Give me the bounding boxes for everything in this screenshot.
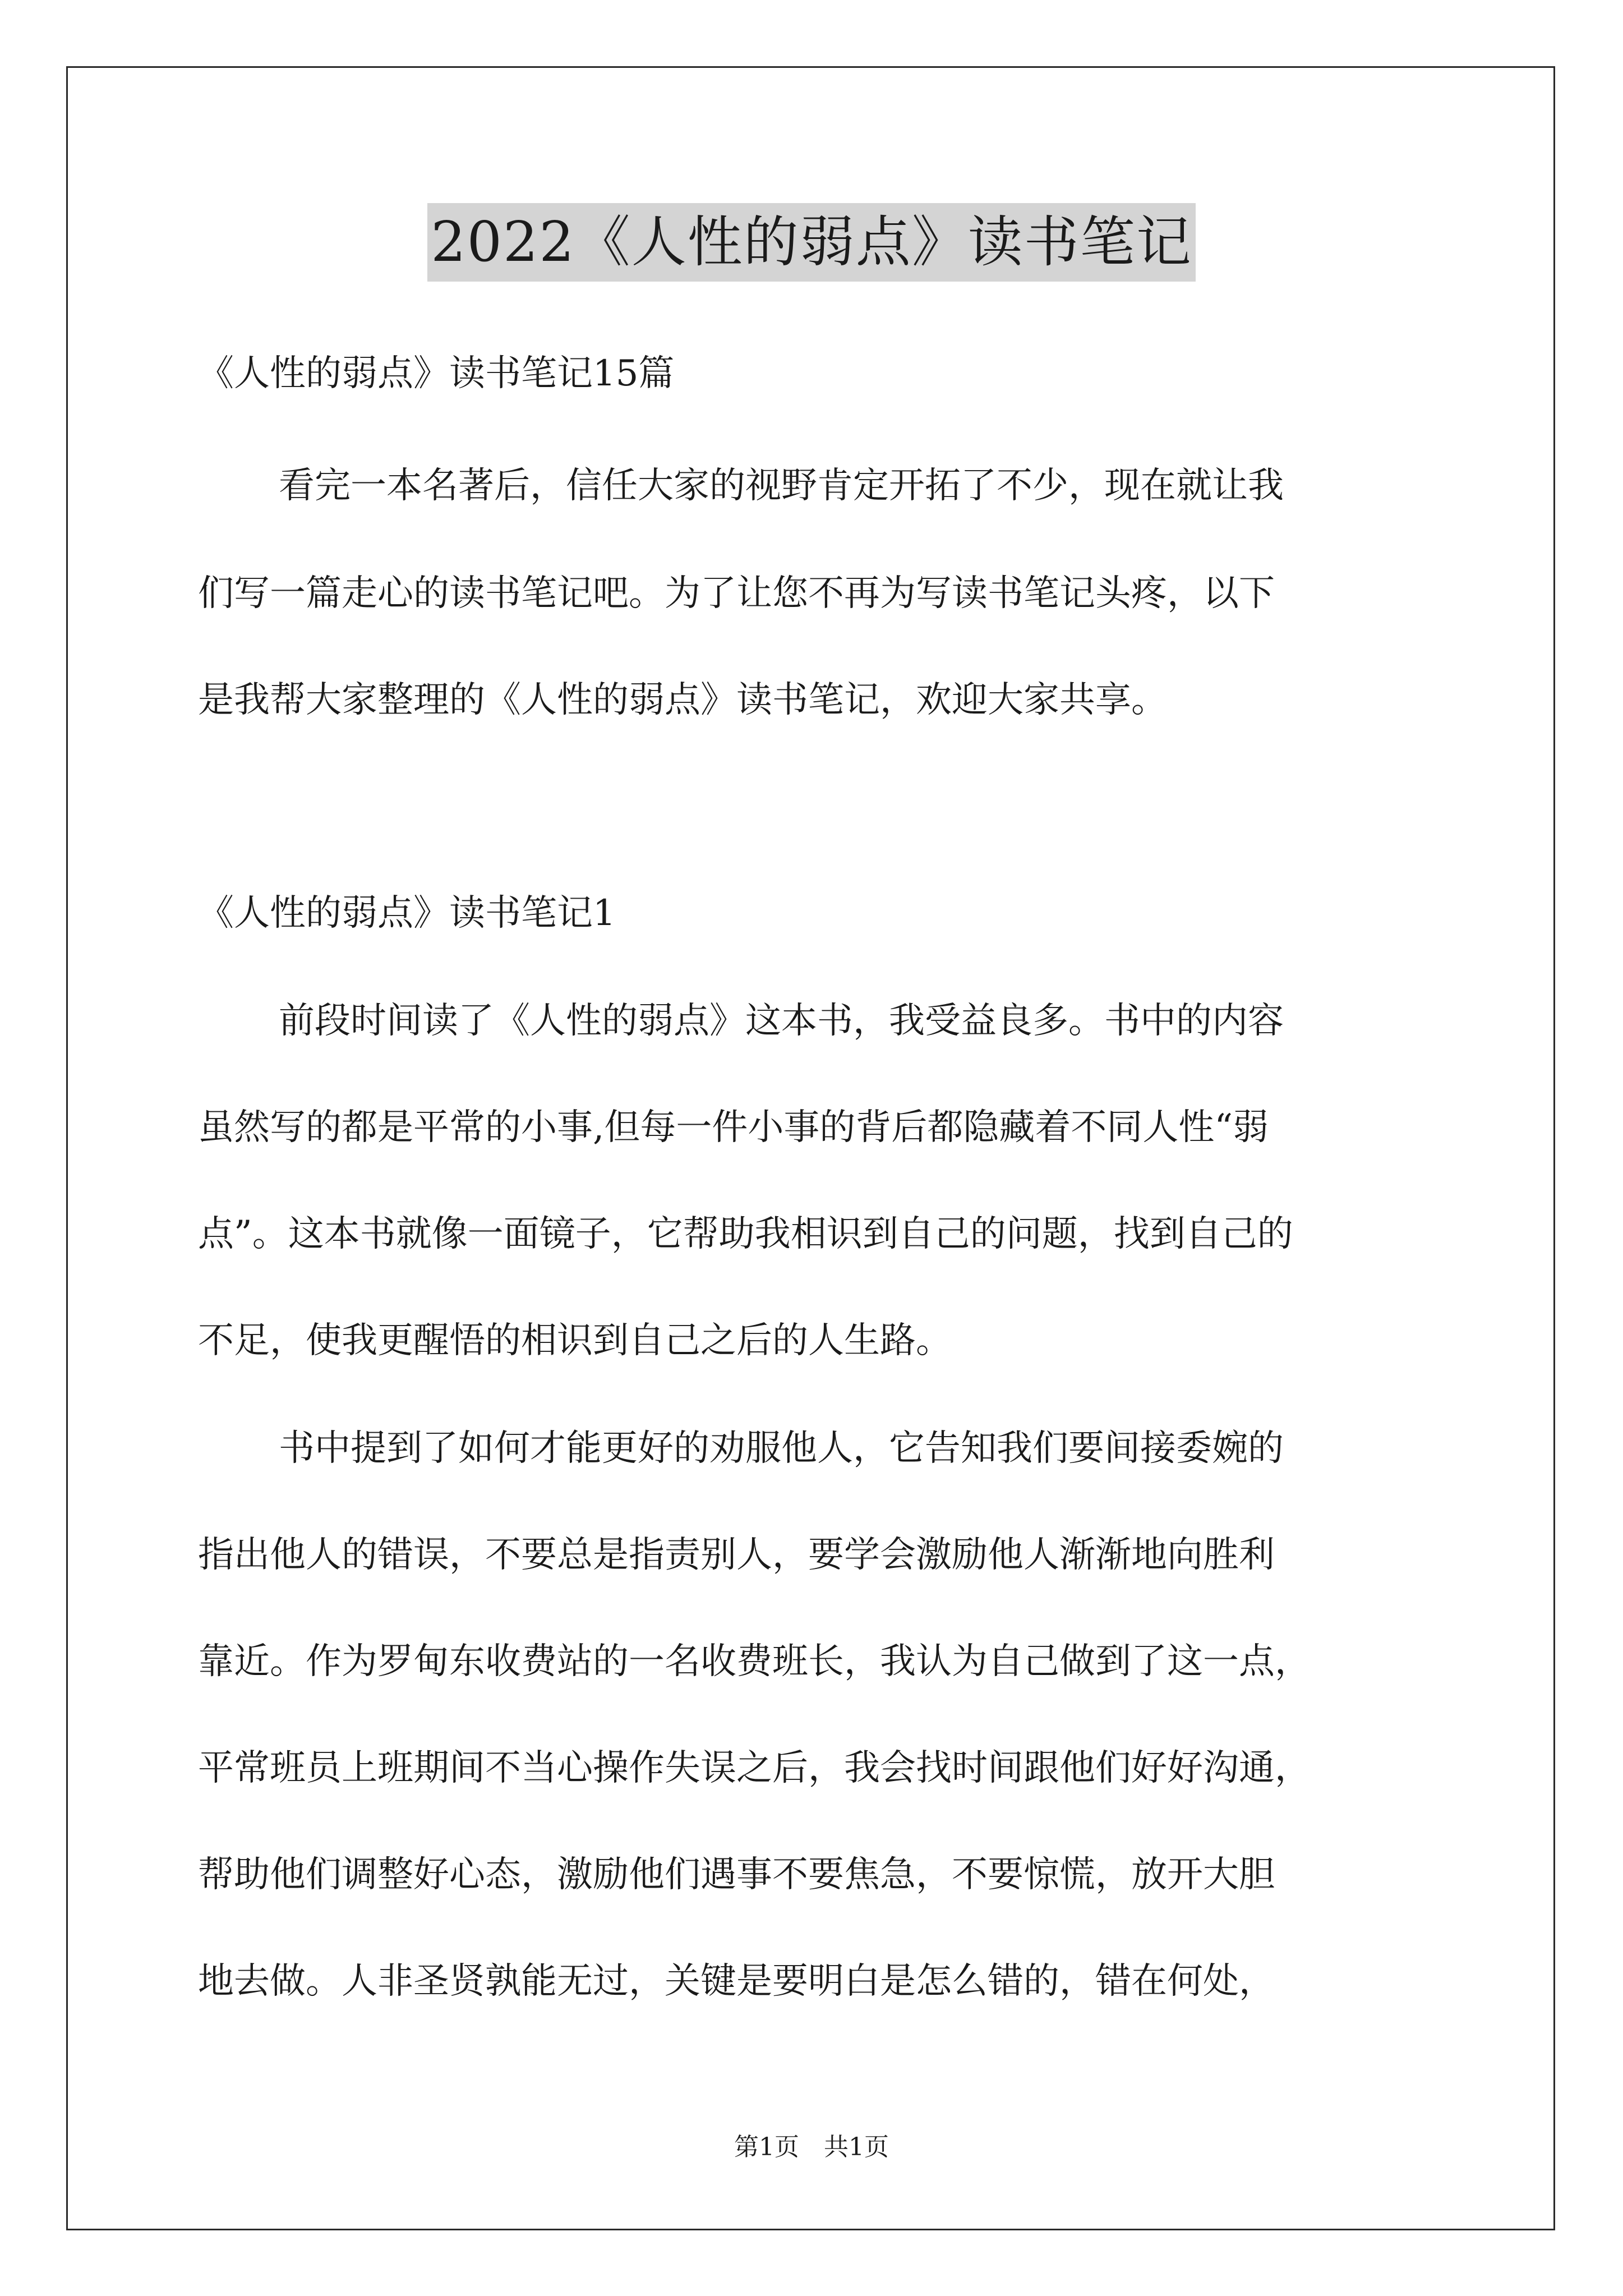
document-title: 2022《人性的弱点》读书笔记 bbox=[427, 203, 1195, 282]
intro-line: 看完一本名著后，信任大家的视野肯定开拓了不少，现在就让我 bbox=[279, 465, 1284, 507]
document-subtitle: 《人性的弱点》读书笔记15篇 bbox=[198, 353, 675, 394]
body-line: 地去做。人非圣贤孰能无过，关键是要明白是怎么错的，错在何处， bbox=[198, 1961, 1275, 2002]
intro-line: 们写一篇走心的读书笔记吧。为了让您不再为写读书笔记头疼，以下 bbox=[198, 573, 1275, 614]
body-line: 书中提到了如何才能更好的劝服他人，它告知我们要间接委婉的 bbox=[279, 1428, 1284, 1469]
section-heading: 《人性的弱点》读书笔记1 bbox=[198, 892, 616, 934]
title-container bbox=[0, 203, 1623, 282]
body-line: 点”。这本书就像一面镜子，它帮助我相识到自己的问题，找到自己的 bbox=[198, 1213, 1293, 1255]
body-line: 虽然写的都是平常的小事,但每一件小事的背后都隐藏着不同人性“弱 bbox=[198, 1107, 1269, 1148]
body-line: 不足，使我更醒悟的相识到自己之后的人生路。 bbox=[198, 1320, 952, 1361]
page-footer: 第1页 共1页 bbox=[734, 2133, 889, 2161]
body-line: 帮助他们调整好心态，激励他们遇事不要焦急，不要惊慌，放开大胆 bbox=[198, 1854, 1275, 1895]
body-line: 平常班员上班期间不当心操作失误之后，我会找时间跟他们好好沟通， bbox=[198, 1747, 1311, 1789]
body-line: 前段时间读了《人性的弱点》这本书，我受益良多。书中的内容 bbox=[279, 1000, 1284, 1042]
intro-line: 是我帮大家整理的《人性的弱点》读书笔记，欢迎大家共享。 bbox=[198, 679, 1167, 721]
body-line: 靠近。作为罗甸东收费站的一名收费班长，我认为自己做到了这一点， bbox=[198, 1641, 1311, 1682]
body-line: 指出他人的错误，不要总是指责别人，要学会激励他人渐渐地向胜利 bbox=[198, 1534, 1275, 1576]
